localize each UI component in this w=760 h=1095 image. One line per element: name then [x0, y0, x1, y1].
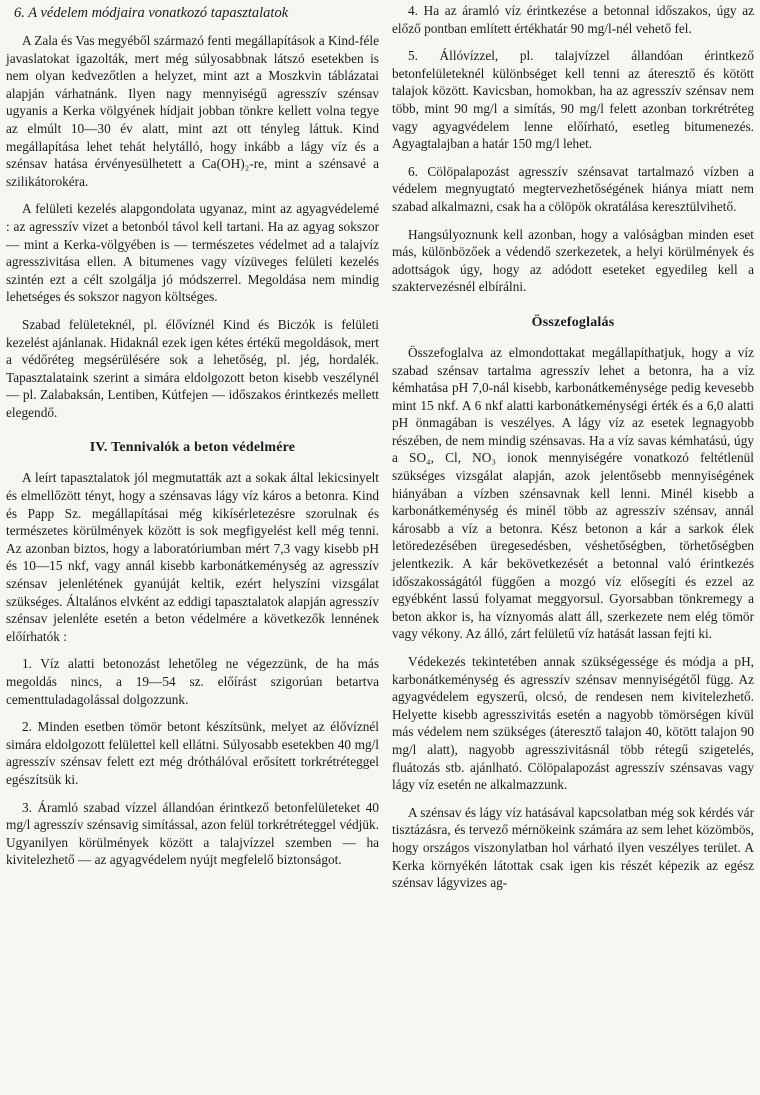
paragraph: Szabad felületeknél, pl. élővíznél Kind és Biczók is felületi kezelést ajánlanak. Hidaknál ezek igen kétes értékű megoldások, mert a védőréteg megsérülésére sok a lehetőség, pl. jég, hordalék. Tapasztalataink szerint a simára eldolgozott beton kisebb veszélynél — pl. Zalabaksán, Lentiben, Kútfejen — időszakos érintkezés mellett elegendő.	[6, 316, 379, 420]
list-item-2: 2. Minden esetben tömör betont készítsünk, melyet az élővíznél simára eldolgozott felülettel kell ellátni. Súlyosabb esetekben 40 mg/l agresszív szénsav felett ezt még dróthálóval erősített torkrétréteggel egészítsük ki.	[6, 719, 379, 787]
list-item-6: 6. Cölöpalapozást agresszív szénsavat tartalmazó vízben a védelem megnyugtató megtervezhetőségének hiánya miatt nem szabad alkalmazni, csak ha a cölöpök okratálása keresztülvihető.	[392, 163, 754, 214]
paragraph: A szénsav és lágy víz hatásával kapcsolatban még sok kérdés vár tisztázásra, és tervező mérnökeink számára az sem lehet közömbös, hogy országos viszonylatban hol várható ilyen veszélyes terület. A Kerka környékén látottak csak igen kis részét képezik az egész szénsav lágyvizes ag-	[392, 804, 754, 891]
paragraph: Összefoglalva az elmondottakat megállapíthatjuk, hogy a víz szabad szénsav tartalma agresszív lehet a betonra, ha a víz kémhatása pH 7,0-nál kisebb, karbonátkeménysége pedig kevesebb mint 15 nkf. A 6 nkf alatti karbonátkeménységi érték és a 6,0 alatti pH önmagában is veszélyes. A lágy víz az esetek legnagyobb részében, de nem mindig szénsavas. Ha a víz savas kémhatású, úgy a SO₄, Cl, NO₃ ionok mennyiségére vonatkozó feltétlenül szükséges vizsgálat alapján, azok jelentősebb mennyiségének hiányában a vízben szénsavnak kell lenni. Minél kisebb a karbonátkeménység és minél több az agresszív szénsav, annál károsabb a víz a betonra. Kész betonon a kár a sarkok élek letöredezésében üregesedésben, véshetőségben, törhetőségben jelentkezik. A kár bekövetkezését a betonnal való érintkezés időszakosságától függően a mozgó víz elősegíti és ezzel az egyébként lassú folyamat meggyorsul. Gyorsabban tönkremegy a beton akkor is, ha víznyomás alatt áll, szerkezete nem elég tömör vagy vékony. Az álló, zárt felületű víz hatását lassan fejti ki.	[392, 344, 754, 642]
right-column	[392, 2, 754, 902]
paragraph: Hangsúlyoznunk kell azonban, hogy a valóságban minden eset más, különbözőek a védendő szerkezetek, a helyi körülmények és adottságok úgy, hogy az adódott eseteket egyedileg kell a szaktervezésnél elbírálni.	[392, 226, 754, 295]
paragraph: Védekezés tekintetében annak szükségessége és módja a pH, karbonátkeménység és agresszív szénsav mennyiségétől függ. Az agyagvédelem egyszerű, olcsó, de rendesen nem kivitelezhető. Helyette kisebb agresszivitás esetén a nagyobb tömörségen kívül más védelem nem szükséges (áteresztő talajon 40, kötött talajon 90 mg/l alatt), nagyobb agresszivitásnál több rétegű szigetelés, fluátozás stb. ajánlható. Cölöpalapozást agresszív szénsavas vagy lágy víz esetén ne alkalmazzunk.	[392, 654, 754, 793]
paragraph: A Zala és Vas megyéből származó fenti megállapítások a Kind-féle javaslatokat igazolták, mert még súlyosabbnak látszó esetekben is nem olyan kedvezőtlen a helyzet, mint azt a Moszkvin táblázatai alapján várhatnánk. Ilyen nagy mennyiségű agresszív szénsav ugyanis a Kerka völgyének hídjait jobban tönkre kellett volna tegye az elmúlt 10—30 év alatt, mint azt ott tényleg láttuk. Kind megállapítása lehet tehát helytálló, hogy inkább a lágy víz és a szénsav hatása érvényesülhetett a Ca(OH)₂-re, mint a szénsavé a szilikátorokéra.	[6, 33, 379, 189]
list-item-1: 1. Víz alatti betonozást lehetőleg ne végezzünk, de ha más megoldás nincs, a 19—54 sz. előírást szigorúan betartva cementtuladagolással dolgozzunk.	[6, 656, 379, 707]
left-column	[6, 2, 379, 879]
list-item-5: 5. Állóvízzel, pl. talajvízzel állandóan érintkező betonfelületeknél különbséget kell tenni az áteresztő és kötött talajok között. Kavicsban, homokban, ha az agresszív szénsav nem több, mint 90 mg/l a simítás, 90 mg/l felett azonban torkrétréteg vagy agyagvédelem lenne előírható, esetleg bitumenezés. Agyagtalajban a határ 150 mg/l lehet.	[392, 48, 754, 152]
section-heading-summary: Összefoglalás	[531, 314, 615, 330]
paragraph: A felületi kezelés alapgondolata ugyanaz, mint az agyagvédelemé : az agresszív vizet a betonból távol kell tartani. Ha az agyag sokszor — mint a Kerka-völgyében is — természetes védelmet ad a talajvíz agresszivitása ellen. A bitumenes vagy vízüveges felületi kezelés szintén ezt a célt szolgálja jó módszerrel. Megoldása nem mindig lehetséges és sokszor nagyon költséges.	[6, 201, 379, 305]
section-title-protection-experience: 6. A védelem módjaira vonatkozó tapasztalatok	[14, 5, 289, 21]
list-item-3: 3. Áramló szabad vízzel állandóan érintkező betonfelületeket 40 mg/l agresszív szénsavig simítással, azon felül torkrétréteggel védjük. Ugyanilyen körülmények között a talajvízzel szemben — ha kivitelezhető — az agyagvédelem nyújt megfelelő biztonságot.	[6, 799, 379, 868]
paragraph: A leírt tapasztalatok jól megmutatták azt a sokak által lekicsinyelt és elmellőzött tényt, hogy a szénsavas lágy víz káros a betonra. Kind és Papp Sz. megállapításai még kikísérletezésre szorulnak és természetes körülmények között is sok megfigyelést kell még tenni. Az azonban biztos, hogy a laboratóriumban mért 7,3 vagy kisebb pH és 10—15 nkf, vagy annál kisebb karbonátkeménység az agresszív szénsav jelenlétének gyanúját keltik, ezért helyszíni vizsgálat szükséges. Általános elvként az eddigi tapasztalatok alapján agresszív szénsav jelenléte esetén a beton védelmére a következők lennének előírhatók :	[6, 470, 379, 644]
section-heading-iv: IV. Tennivalók a beton védelmére	[89, 440, 296, 456]
list-item-4: 4. Ha az áramló víz érintkezése a betonnal időszakos, úgy az előző pontban említett értékhatár 90 mg/l-nél vehető fel.	[392, 3, 754, 36]
